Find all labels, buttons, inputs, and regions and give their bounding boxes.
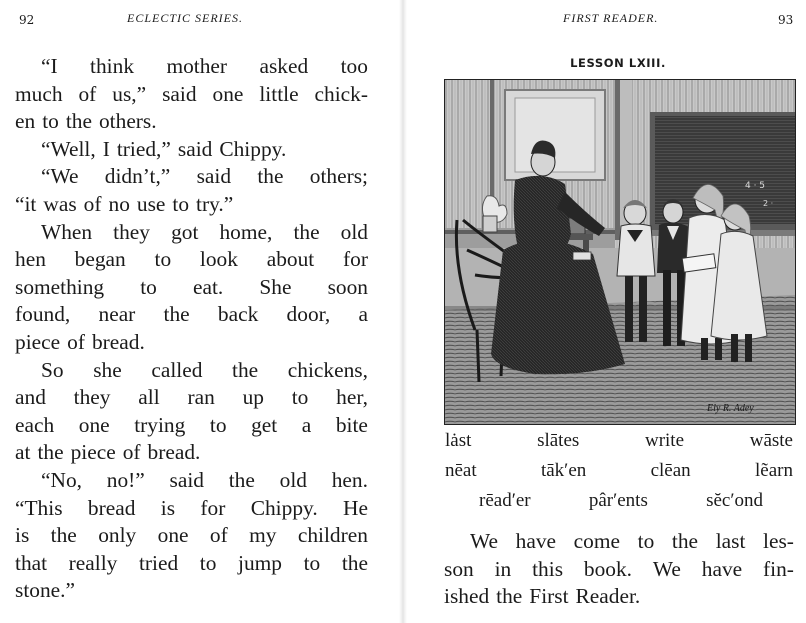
word: called: [151, 357, 203, 382]
vocab-word: nēat: [445, 460, 477, 481]
word: to: [303, 550, 321, 575]
word: one: [78, 412, 110, 437]
word: of: [122, 440, 141, 465]
word: old: [340, 219, 368, 244]
word: this: [532, 556, 564, 581]
svg-text:2 ·: 2 ·: [763, 199, 774, 208]
word: Reader.: [575, 584, 641, 609]
word: the: [496, 584, 523, 609]
vocab-word: lȧst: [445, 430, 472, 451]
word: get: [251, 412, 278, 437]
vocab-word: rēad′er: [479, 490, 531, 511]
vocab-row-3: [479, 490, 763, 512]
word: Chippy.: [250, 495, 318, 520]
text-line: [15, 357, 368, 385]
word: ished: [444, 584, 490, 609]
word: think: [90, 54, 135, 78]
word: a: [301, 412, 312, 437]
word: that: [15, 550, 48, 575]
text-line: [15, 246, 368, 274]
word: stone.”: [15, 578, 75, 603]
word: got: [171, 219, 199, 244]
vocab-word: wāste: [749, 430, 793, 451]
text-line: [15, 191, 368, 219]
vocab-word: slātes: [537, 430, 580, 451]
text-line: [15, 81, 368, 109]
text-line: [15, 274, 368, 302]
word: the: [341, 550, 368, 575]
word: to: [637, 529, 655, 553]
word: piece: [70, 440, 116, 465]
word: hen.: [331, 467, 368, 492]
word: So: [41, 357, 64, 382]
vocab-word: write: [644, 430, 685, 451]
word: for: [343, 247, 368, 272]
word: the: [50, 523, 77, 548]
vocab-word: pâr′ents: [588, 490, 648, 511]
word: about: [266, 247, 315, 272]
text-line: [15, 163, 368, 191]
word: to: [154, 247, 172, 272]
vocab-word: sĕc′ond: [706, 490, 763, 511]
word: look: [199, 247, 238, 272]
word: at: [15, 440, 31, 465]
word: she: [93, 357, 122, 382]
word: little: [259, 81, 299, 106]
word: en: [15, 109, 36, 134]
word: try.”: [196, 191, 234, 216]
word: to: [209, 412, 227, 437]
word: of: [67, 329, 85, 354]
text-line: [15, 384, 368, 412]
word: last: [715, 529, 746, 553]
word: door,: [286, 302, 331, 327]
word: said: [177, 136, 213, 161]
word: near: [98, 302, 136, 327]
word: to: [199, 550, 217, 575]
word: too: [340, 54, 368, 78]
word: have: [701, 556, 743, 581]
word: us,”: [112, 81, 147, 106]
word: much: [15, 81, 63, 106]
word: Chippy.: [219, 136, 287, 161]
word: bread.: [91, 329, 145, 354]
word: my: [249, 523, 277, 548]
text-line: [444, 556, 794, 584]
word: ran: [187, 385, 215, 410]
text-line: [15, 219, 368, 247]
text-line: [15, 495, 368, 523]
word: the: [228, 467, 255, 492]
text-line: [15, 522, 368, 550]
word: He: [343, 495, 368, 520]
word: tried,”: [116, 136, 171, 161]
word: others.: [98, 109, 157, 134]
text-line: [15, 550, 368, 578]
word: come: [573, 529, 620, 553]
word: and: [15, 385, 46, 410]
page-number-left: 92: [19, 13, 35, 27]
lesson-title: LESSON LXIII.: [570, 56, 666, 70]
word: the: [37, 440, 64, 465]
word: didn’t,”: [104, 164, 171, 189]
word: is: [15, 523, 30, 548]
vocab-word: tāk′en: [540, 460, 587, 481]
page-number-right: 93: [778, 13, 794, 27]
word: “We: [41, 164, 79, 189]
word: found,: [15, 302, 71, 327]
word: have: [515, 529, 557, 553]
word: son: [444, 556, 474, 581]
word: eat.: [192, 274, 224, 299]
word: all: [138, 385, 160, 410]
word: use: [136, 191, 166, 216]
word: bread: [87, 495, 136, 520]
vocab-row-1: [445, 430, 793, 452]
word: began: [74, 247, 126, 272]
word: the: [671, 529, 699, 553]
word: said: [169, 467, 204, 492]
word: “it: [15, 191, 37, 216]
word: fin-: [763, 556, 794, 581]
word: up: [242, 385, 264, 410]
word: “This: [15, 495, 63, 520]
text-line: [15, 53, 368, 81]
word: the: [293, 219, 320, 244]
word: the: [163, 302, 190, 327]
text-line: [15, 467, 368, 495]
word: bite: [335, 412, 368, 437]
text-line: [15, 108, 368, 136]
text-line: [444, 528, 794, 556]
word: to: [42, 109, 59, 134]
word: said: [196, 164, 232, 189]
word: les-: [763, 529, 794, 553]
word: her,: [336, 385, 368, 410]
word: no!”: [106, 467, 145, 492]
word: was: [43, 191, 77, 216]
word: First: [529, 584, 569, 609]
text-line: [444, 583, 794, 611]
word: each: [15, 412, 55, 437]
word: chick-: [314, 81, 368, 106]
word: back: [217, 302, 259, 327]
word: hen: [15, 247, 46, 272]
word: book.: [583, 556, 633, 581]
vocab-row-2: [445, 460, 793, 482]
word: really: [68, 550, 118, 575]
word: a: [358, 302, 368, 327]
vocab-word: lẽarn: [754, 460, 793, 481]
word: tried: [138, 550, 179, 575]
word: of: [78, 81, 97, 106]
word: When: [41, 219, 93, 244]
word: jump: [238, 550, 282, 575]
text-line: [15, 136, 368, 164]
word: piece: [15, 329, 61, 354]
word: in: [494, 556, 512, 581]
text-line: [15, 329, 368, 357]
word: only: [98, 523, 137, 548]
word: asked: [259, 54, 309, 78]
word: I: [102, 136, 110, 161]
word: trying: [134, 412, 186, 437]
word: old: [279, 467, 307, 492]
svg-text:4 · 5: 4 · 5: [745, 181, 766, 191]
vocab-word: clēan: [650, 460, 691, 481]
text-line: [15, 439, 368, 467]
word: to: [291, 385, 309, 410]
illustrator-signature: Ely R. Adey: [707, 403, 754, 414]
word: the: [257, 164, 284, 189]
word: something: [15, 274, 105, 299]
word: is: [160, 495, 176, 520]
right-body-text: [444, 528, 794, 611]
left-body-text: [15, 53, 368, 605]
word: mother: [166, 54, 228, 78]
text-line: [15, 577, 368, 605]
word: bread.: [147, 440, 201, 465]
word: for: [200, 495, 226, 520]
word: one: [212, 81, 244, 106]
text-line: [15, 412, 368, 440]
word: of: [209, 523, 228, 548]
word: chickens,: [287, 357, 368, 382]
running-head-left: ECLECTIC SERIES.: [127, 11, 244, 25]
word: “I: [41, 54, 58, 78]
word: no: [108, 191, 130, 216]
word: “Well,: [41, 136, 96, 161]
running-head-right: FIRST READER.: [563, 11, 659, 25]
word: the: [65, 109, 92, 134]
word: others;: [309, 164, 368, 189]
word: to: [140, 274, 157, 299]
word: they: [73, 385, 111, 410]
classroom-illustration: [444, 79, 796, 425]
word: children: [297, 523, 368, 548]
word: of: [83, 191, 102, 216]
word: to: [172, 191, 190, 216]
word: We: [470, 529, 498, 553]
word: home,: [219, 219, 273, 244]
word: soon: [327, 274, 368, 299]
word: one: [157, 523, 189, 548]
word: She: [259, 274, 292, 299]
word: they: [113, 219, 150, 244]
word: said: [162, 81, 197, 106]
word: “No,: [41, 467, 82, 492]
word: We: [652, 556, 681, 581]
text-line: [15, 301, 368, 329]
word: the: [232, 357, 259, 382]
classroom-engraving: [445, 80, 795, 424]
